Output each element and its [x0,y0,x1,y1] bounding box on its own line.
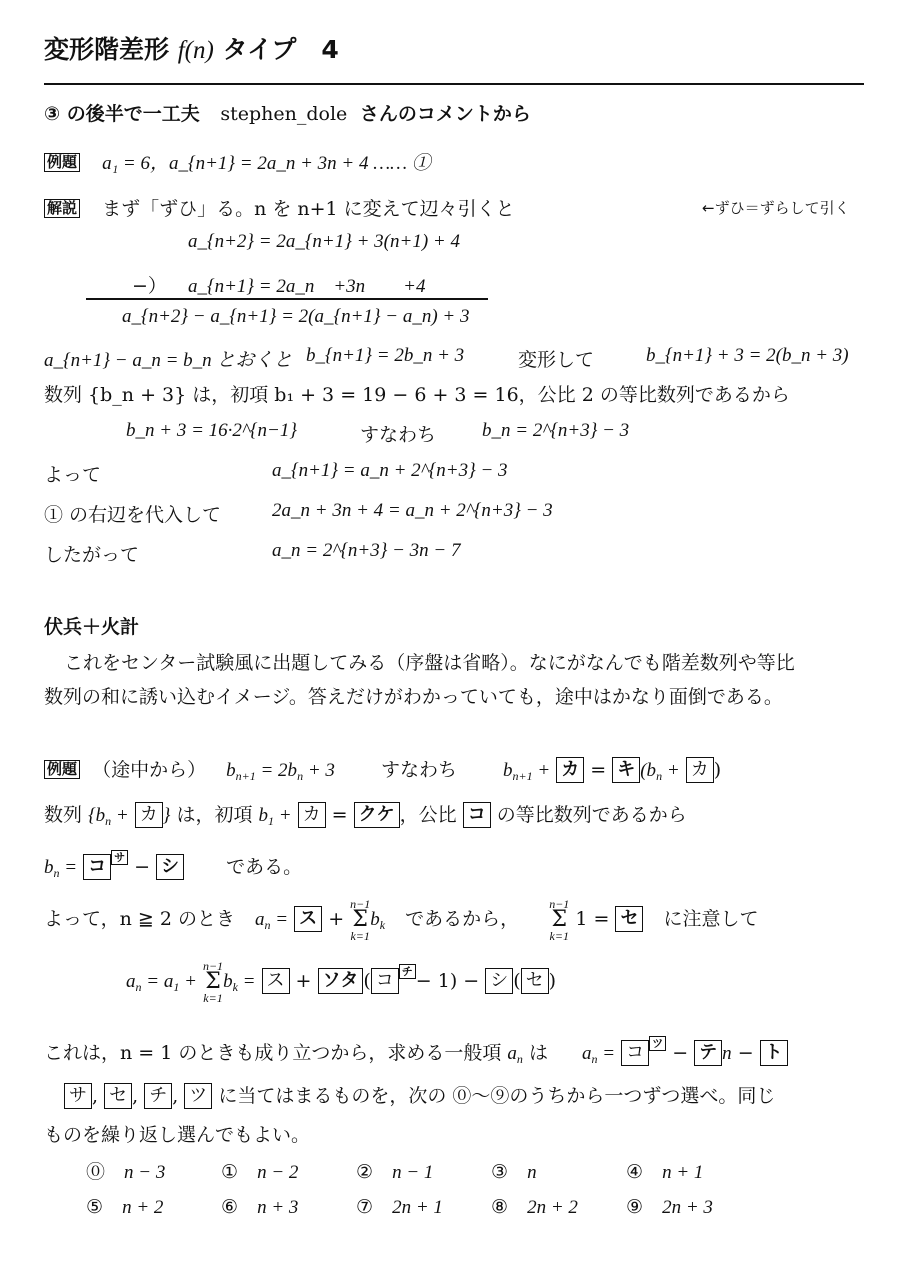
choices-row-2 [86,1192,761,1219]
blank-ka-ref-2[interactable]: カ [135,802,163,828]
choice-2-mark: ② [356,1161,374,1183]
bn-equation-2: b_n = 2^{n+3} − 3 [482,420,630,441]
recurrence-b: b_{n+1} = 2b_n + 3 [306,345,465,366]
blank-ko-2[interactable]: コ [83,854,111,880]
section-heading-2: 伏兵＋火計 [44,616,140,638]
choice-3-value: n [527,1162,537,1183]
blank-chi[interactable]: チ [399,964,416,979]
paragraph-line-1: これをセンター試験風に出題してみる（序盤は省略）。なにがなんでも階差数列や等比 [64,652,795,674]
from-middle: （途中から） [92,759,207,781]
choice-4-value: n + 1 [662,1162,704,1183]
choice-3-mark: ③ [491,1161,509,1183]
blank-ko[interactable]: コ [463,802,491,828]
seq-end: の等比数列であるから [496,804,687,826]
solution-text: まず「ずひ」る。n を n+1 に変えて辺々引くと [102,198,515,220]
blank-chi-ref[interactable]: チ [144,1083,172,1109]
choice-7-value: 2n + 1 [392,1197,443,1218]
choice-9-value: 2n + 3 [662,1197,713,1218]
choice-4[interactable] [626,1157,761,1184]
kore-wa: これは，n = 1 のときも成り立つから，求める一般項 [44,1042,502,1064]
sigma-2-top: n−1 [549,897,570,911]
solution-tag: 解説 [44,199,80,218]
blank-sa[interactable]: サ [111,850,128,865]
title-suffix: タイプ 4 [222,35,339,64]
section-heading-1 [44,99,531,126]
ni-chuui: に注意して [663,908,759,930]
problem-line-6: これは，n = 1 のときも成り立つから，求める一般項 $a_n$ は $a_n$ = コ ツ − テ n − ト [44,1036,788,1067]
blank-ko-ref-2[interactable]: コ [621,1040,649,1066]
recurrence-b-transformed: b_{n+1} + 3 = 2(b_n + 3) [646,345,849,366]
sigma-2: n−1 Σ k=1 [549,897,570,943]
choice-6[interactable] [221,1192,356,1219]
choice-0-mark: ⓪ [86,1161,106,1183]
equation-1: a_{n+2} = 2a_{n+1} + 3(n+1) + 4 [188,231,460,252]
blank-su[interactable]: ス [294,906,322,932]
title-rule [44,83,864,85]
choice-7-mark: ⑦ [356,1196,374,1218]
blank-se-ref-2[interactable]: セ [104,1083,132,1109]
instruction-text-1: に当てはまるものを，次の ⓪～⑨のうちから一つずつ選べ。同じ [218,1085,776,1107]
blank-ka-ref[interactable]: カ [686,757,714,783]
sigma-1: n−1 Σ k=1 [350,897,371,943]
heading-num: ③ [44,103,61,125]
blank-te[interactable]: テ [694,1040,722,1066]
blank-ka[interactable]: カ [556,757,584,783]
title-prefix: 変形階差形 [44,35,170,64]
choice-0[interactable] [86,1157,221,1184]
blank-tsu[interactable]: ツ [649,1036,666,1051]
side-note: ←ずひ＝ずらして引く [702,199,850,217]
problem-line-3: $b_n$ = コ サ − シ である。 [44,851,303,880]
blank-se-ref[interactable]: セ [521,968,549,994]
choice-2-value: n − 1 [392,1162,434,1183]
geometric-sequence-line: 数列 {b_n + 3} は，初項 b₁ + 3 = 19 − 6 + 3 = 16，公比 2 の等比数列であるから [44,384,790,406]
equation-3: a_{n+2} − a_{n+1} = 2(a_{n+1} − a_n) + 3 [122,306,470,327]
choice-3[interactable] [491,1157,626,1184]
sigma-3-bottom: k=1 [203,991,223,1005]
problem-line-2: 数列 {$b_n$ + カ } は，初項 $b_1$ + カ = クケ ，公比 コ の等比数列であるから [44,804,687,828]
blank-shi[interactable]: シ [156,854,184,880]
choice-9[interactable] [626,1192,761,1219]
choice-6-value: n + 3 [257,1197,299,1218]
example-line [44,148,431,175]
wa: は [528,1042,548,1064]
choice-0-value: n − 3 [124,1162,166,1183]
substitute-equation: 2a_n + 3n + 4 = a_n + 2^{n+3} − 3 [272,500,553,521]
seq-mid2: ，公比 [399,804,457,826]
transform-label: 変形して [518,349,595,371]
blank-ki[interactable]: キ [612,757,640,783]
solution-line [44,194,515,221]
equation-2: a_{n+1} = 2a_n +3n +4 [188,276,426,297]
choice-8[interactable] [491,1192,626,1219]
instruction-text-2: ものを繰り返し選んでもよい。 [44,1124,311,1146]
sigma-3-top: n−1 [202,959,224,973]
choice-5[interactable] [86,1192,221,1219]
sigma-1-top: n−1 [350,897,371,911]
title-func: f(n) [177,37,214,64]
blank-se[interactable]: セ [615,906,643,932]
substitution-b: a_{n+1} − a_n = b_n とおくと [44,350,293,371]
choice-9-mark: ⑨ [626,1196,644,1218]
blank-shi-ref[interactable]: シ [485,968,513,994]
blank-tsu-ref[interactable]: ツ [184,1083,212,1109]
choice-4-mark: ④ [626,1161,644,1183]
choice-5-mark: ⑤ [86,1196,104,1218]
choices-row-1 [86,1157,761,1184]
choice-2[interactable] [356,1157,491,1184]
paragraph-line-2: 数列の和に誘い込むイメージ。答えだけがわかっていても，途中はかなり面倒である。 [44,686,783,708]
dearukara: であるから， [405,908,520,930]
choice-5-value: n + 2 [122,1197,164,1218]
instruction-line-1: サ , セ , チ , ツ に当てはまるものを，次の ⓪～⑨のうちから一つずつ選べ。同じ [64,1081,775,1109]
sigma-3: n−1 Σ k=1 [202,959,224,1005]
choice-1-mark: ① [221,1161,239,1183]
problem-tag: 例題 [44,760,80,779]
yotte-1: よって [44,464,102,486]
example-tag: 例題 [44,153,80,172]
sigma-2-bottom: k=1 [549,929,569,943]
subtraction-rule [86,298,488,300]
blank-kuke[interactable]: クケ [354,802,400,828]
sigma-1-bottom: k=1 [350,929,370,943]
seq-pre: 数列 [44,804,83,826]
blank-to[interactable]: ト [760,1040,788,1066]
choice-7[interactable] [356,1192,491,1219]
blank-ko-ref[interactable]: コ [371,968,399,994]
choice-8-value: 2n + 2 [527,1197,578,1218]
heading-text1: の後半で一工夫 [66,103,200,125]
blank-sota[interactable]: ソタ [318,968,364,994]
problem-line-1: 例題 （途中から） $b_{n+1} = 2b_n + 3$ すなわち $b_{n+1}$ + カ = キ ($b_n$ + カ ) [44,755,721,784]
bn-equation-1: b_n + 3 = 16·2^{n−1} [126,420,297,441]
yotte-2: よって，n ≧ 2 のとき [44,908,235,930]
blank-su-ref[interactable]: ス [262,968,290,994]
choice-1-value: n − 2 [257,1162,299,1183]
shitagatte: したがって [44,544,140,566]
heading-user: stephen_dole [220,103,348,125]
blank-sa-ref[interactable]: サ [64,1083,92,1109]
choice-8-mark: ⑧ [491,1196,509,1218]
problem-line-5: $a_n = a_1 + n-1$ Σ $k=1b_k$ = ス + ソタ ( コ チ − 1) − シ ( セ ) [126,959,557,1005]
sunawachi-2: すなわち [380,759,457,781]
dearu: である。 [226,856,303,878]
an1-equation: a_{n+1} = a_n + 2^{n+3} − 3 [272,460,508,481]
example-equation: a₁ = 6，a_{n+1} = 2a_n + 3n + 4 …… ① [102,153,431,174]
page-title [44,30,339,66]
seq-mid1: は，初項 [176,804,253,826]
sunawachi-1: すなわち [360,424,437,446]
equation-2-minus: −） [132,275,167,297]
choice-1[interactable] [221,1157,356,1184]
final-equation: a_n = 2^{n+3} − 3n − 7 [272,540,461,561]
substitute-label: ① の右辺を代入して [44,504,222,526]
heading-text2: さんのコメントから [359,103,531,125]
problem-line-4: よって，n ≧ 2 のとき $a_n$ = ス + n−1 Σ $k=1b_k$ であるから， n−1 Σ k=1 1 = セ に注意して [44,897,759,943]
blank-ka-ref-3[interactable]: カ [298,802,326,828]
choice-6-mark: ⑥ [221,1196,239,1218]
